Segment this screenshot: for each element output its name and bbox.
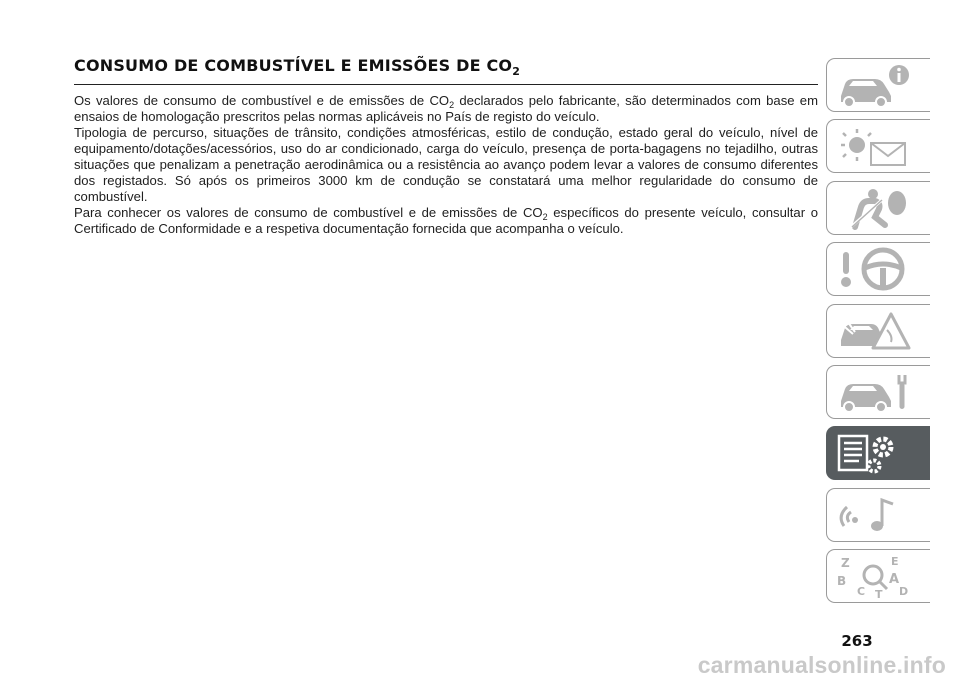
paragraph-intro-part2: declarados pelo fabricante, são determinados com base em ensaios de homologação prescritos pelas normas aplicáveis no País de registo do veículo. [74,93,818,124]
multimedia-icon [835,492,913,538]
index-letter-t: T [875,588,883,600]
alphabetical-index-icon [835,553,913,599]
car-maintenance-icon [835,369,913,415]
warning-lights-icon [835,123,913,169]
emergency-triangle-icon [835,308,913,354]
chapter-tabs [826,58,930,611]
index-letter-e: E [891,555,899,569]
heading-subscript: 2 [512,65,521,78]
tab-driving[interactable] [826,242,930,296]
page-number: 263 [841,632,873,650]
tab-car-info[interactable] [826,58,930,112]
car-info-icon [835,62,913,108]
co2-subscript: 2 [449,100,455,110]
tab-safety[interactable] [826,181,930,235]
tab-warning-lights[interactable] [826,119,930,173]
paragraph-certificate-part2: específicos do presente veículo, consultar o Certificado de Conformidade e a respetiva documentação fornecida que acompanha o veículo. [74,205,818,236]
main-content [74,56,818,237]
tab-multimedia[interactable] [826,488,930,542]
tab-index[interactable] [826,549,930,603]
index-letter-z: Z [841,556,850,571]
heading-title: CONSUMO DE COMBUSTÍVEL E EMISSÕES DE CO [74,56,513,75]
tab-technical-specs[interactable] [826,426,930,480]
tab-maintenance[interactable] [826,365,930,419]
section-heading [74,56,818,82]
index-letter-a: A [889,572,900,588]
co2-subscript: 2 [542,212,548,222]
paragraph-certificate-part1: Para conhecer os valores de consumo de combustível e de emissões de CO [74,205,543,220]
steering-wheel-icon [835,246,913,292]
paragraph-intro [74,93,818,125]
index-letter-c: C [857,585,866,599]
index-letter-b: B [837,574,847,589]
paragraph-intro-part1: Os valores de consumo de combustível e de emissões de CO [74,93,450,108]
specs-gears-icon [835,430,913,476]
paragraph-factors: Tipologia de percurso, situações de trânsito, condições atmosféricas, estilo de condução, estado geral do veículo, nível de equipamento/dotações/acessórios, uso do ar condicionado, carga do veículo, presença de porta-bagagens no tejadilho, outras situações que penalizam a penetração aerodinâmica ou a resistência ao avanço podem levar a valores de consumo diferentes dos registados. Só após os primeiros 3000 km de condução se constatará uma melhor regularidade do consumo de combustível. [74,125,818,204]
index-letter-d: D [899,585,909,599]
tab-emergency[interactable] [826,304,930,358]
airbag-seat-icon [835,185,913,231]
paragraph-certificate [74,205,818,237]
footer-watermark: carmanualsonline.info [697,652,946,678]
heading-rule [74,84,818,85]
